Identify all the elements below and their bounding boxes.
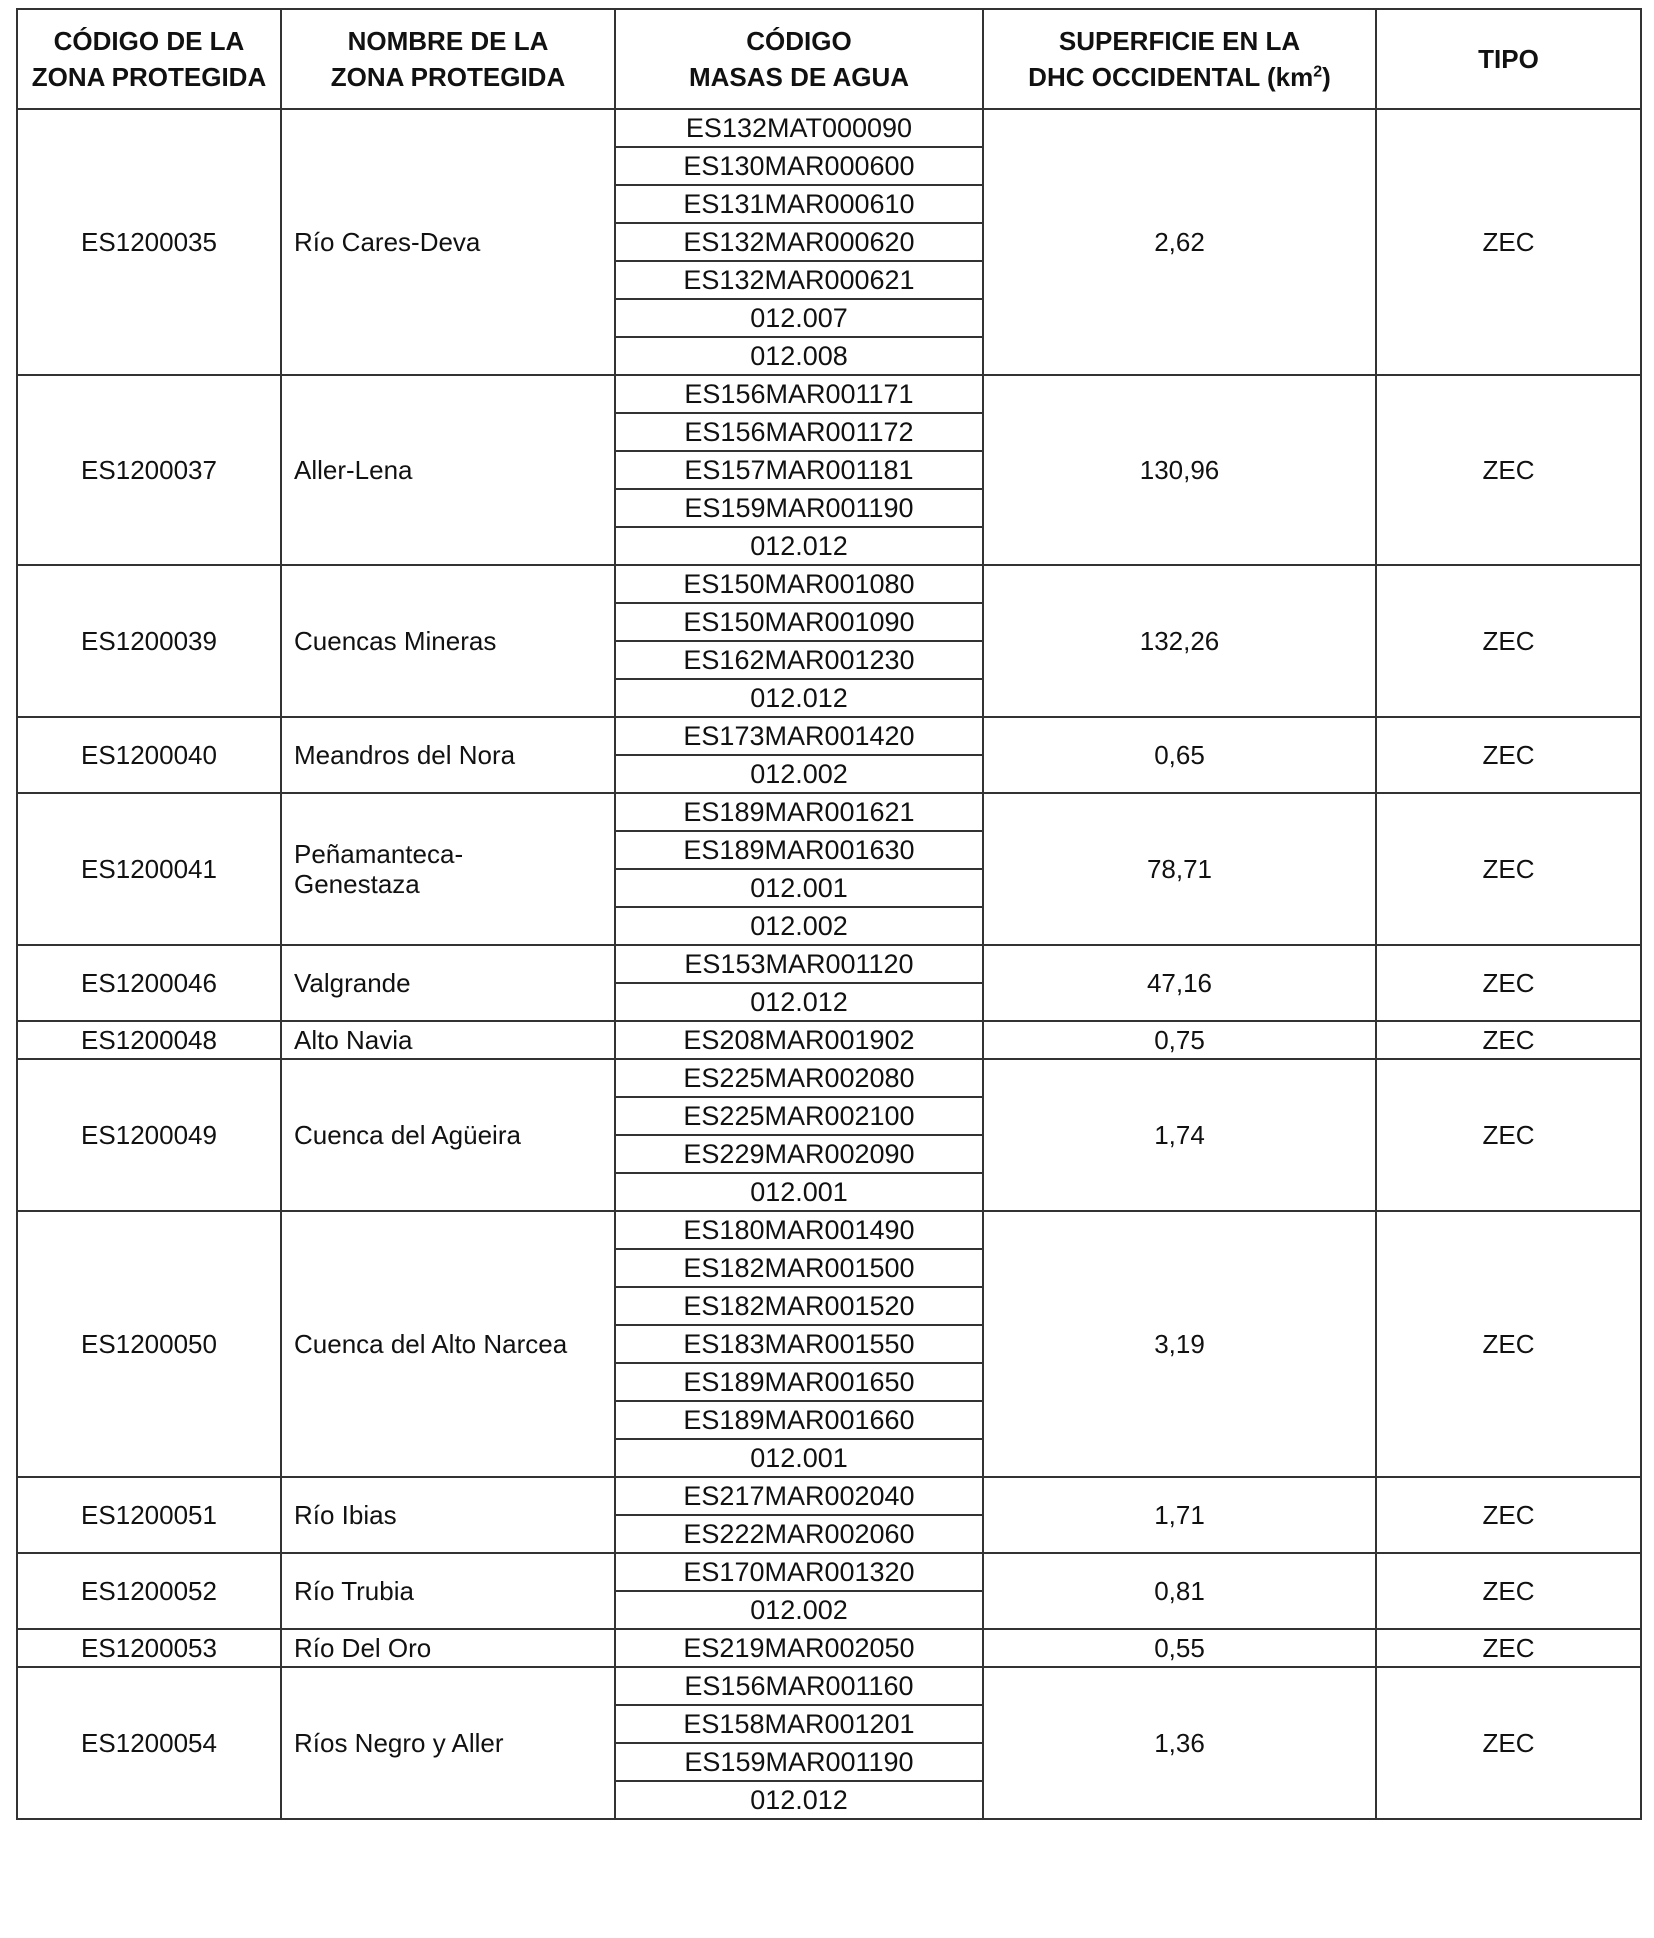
- masa-agua-codigo-cell: ES189MAR001621: [615, 793, 983, 831]
- masa-agua-codigo-cell: ES159MAR001190: [615, 489, 983, 527]
- header-superficie-line2-end: ): [1322, 62, 1331, 92]
- zona-codigo-cell: ES1200041: [17, 793, 281, 945]
- zona-nombre-cell: Meandros del Nora: [281, 717, 615, 793]
- superficie-cell: 3,19: [983, 1211, 1376, 1477]
- tipo-cell: ZEC: [1376, 793, 1641, 945]
- table-row: [17, 1059, 1641, 1097]
- masa-agua-codigo-cell: ES132MAT000090: [615, 109, 983, 147]
- tipo-cell: ZEC: [1376, 1667, 1641, 1819]
- table-row: [17, 1629, 1641, 1667]
- table-row: [17, 945, 1641, 983]
- superficie-cell: 1,71: [983, 1477, 1376, 1553]
- tipo-cell: ZEC: [1376, 1021, 1641, 1059]
- masa-agua-codigo-cell: ES217MAR002040: [615, 1477, 983, 1515]
- masa-agua-codigo-cell: ES170MAR001320: [615, 1553, 983, 1591]
- zona-nombre-cell: Río Ibias: [281, 1477, 615, 1553]
- masa-agua-codigo-cell: ES130MAR000600: [615, 147, 983, 185]
- masa-agua-codigo-cell: ES182MAR001500: [615, 1249, 983, 1287]
- table-row: [17, 1211, 1641, 1249]
- masa-agua-codigo-cell: 012.012: [615, 1781, 983, 1819]
- superficie-cell: 132,26: [983, 565, 1376, 717]
- masa-agua-codigo-cell: 012.002: [615, 1591, 983, 1629]
- table-header: [17, 9, 1641, 109]
- masa-agua-codigo-cell: ES156MAR001171: [615, 375, 983, 413]
- superficie-cell: 78,71: [983, 793, 1376, 945]
- zona-codigo-cell: ES1200050: [17, 1211, 281, 1477]
- masa-agua-codigo-cell: 012.002: [615, 907, 983, 945]
- superficie-cell: 1,74: [983, 1059, 1376, 1211]
- table-row: [17, 1021, 1641, 1059]
- superficie-cell: 0,75: [983, 1021, 1376, 1059]
- superficie-cell: 130,96: [983, 375, 1376, 565]
- masa-agua-codigo-cell: ES162MAR001230: [615, 641, 983, 679]
- masa-agua-codigo-cell: 012.012: [615, 679, 983, 717]
- superficie-cell: 2,62: [983, 109, 1376, 375]
- zona-nombre-cell: Ríos Negro y Aller: [281, 1667, 615, 1819]
- header-codigo-masas-line1: CÓDIGO: [746, 26, 852, 56]
- masa-agua-codigo-cell: ES222MAR002060: [615, 1515, 983, 1553]
- zona-codigo-cell: ES1200049: [17, 1059, 281, 1211]
- tipo-cell: ZEC: [1376, 1553, 1641, 1629]
- tipo-cell: ZEC: [1376, 109, 1641, 375]
- zona-codigo-cell: ES1200054: [17, 1667, 281, 1819]
- tipo-cell: ZEC: [1376, 565, 1641, 717]
- zona-codigo-cell: ES1200051: [17, 1477, 281, 1553]
- header-superficie: [983, 9, 1376, 109]
- zona-nombre-cell: Cuencas Mineras: [281, 565, 615, 717]
- zona-nombre-cell: Río Cares-Deva: [281, 109, 615, 375]
- zona-codigo-cell: ES1200052: [17, 1553, 281, 1629]
- tipo-cell: ZEC: [1376, 1211, 1641, 1477]
- tipo-cell: ZEC: [1376, 945, 1641, 1021]
- table-row: [17, 109, 1641, 147]
- masa-agua-codigo-cell: 012.001: [615, 869, 983, 907]
- masa-agua-codigo-cell: 012.001: [615, 1439, 983, 1477]
- table-body: [17, 109, 1641, 1819]
- masa-agua-codigo-cell: ES150MAR001080: [615, 565, 983, 603]
- zona-codigo-cell: ES1200039: [17, 565, 281, 717]
- header-codigo-zona-line2: ZONA PROTEGIDA: [31, 62, 267, 92]
- masa-agua-codigo-cell: ES229MAR002090: [615, 1135, 983, 1173]
- masa-agua-codigo-cell: ES132MAR000620: [615, 223, 983, 261]
- header-superficie-superscript: 2: [1313, 63, 1323, 81]
- masa-agua-codigo-cell: ES180MAR001490: [615, 1211, 983, 1249]
- header-codigo-masas-line2: MASAS DE AGUA: [688, 62, 910, 92]
- masa-agua-codigo-cell: ES156MAR001160: [615, 1667, 983, 1705]
- table-row: [17, 375, 1641, 413]
- protected-zones-table: [16, 8, 1642, 1820]
- header-nombre-zona-line1: NOMBRE DE LA: [347, 26, 549, 56]
- masa-agua-codigo-cell: ES157MAR001181: [615, 451, 983, 489]
- header-tipo: [1376, 9, 1641, 109]
- masa-agua-codigo-cell: ES173MAR001420: [615, 717, 983, 755]
- masa-agua-codigo-cell: 012.008: [615, 337, 983, 375]
- header-codigo-masas: [615, 9, 983, 109]
- superficie-cell: 1,36: [983, 1667, 1376, 1819]
- header-superficie-line2-wrap: [990, 59, 1369, 95]
- table-row: [17, 793, 1641, 831]
- header-nombre-zona: [281, 9, 615, 109]
- zona-nombre-cell: Alto Navia: [281, 1021, 615, 1059]
- table-row: [17, 1667, 1641, 1705]
- zona-nombre-cell: Río Trubia: [281, 1553, 615, 1629]
- masa-agua-codigo-cell: ES219MAR002050: [615, 1629, 983, 1667]
- zona-nombre-cell: Valgrande: [281, 945, 615, 1021]
- masa-agua-codigo-cell: 012.012: [615, 527, 983, 565]
- tipo-cell: ZEC: [1376, 1477, 1641, 1553]
- superficie-cell: 47,16: [983, 945, 1376, 1021]
- zona-nombre-cell: Río Del Oro: [281, 1629, 615, 1667]
- zona-nombre-cell: Cuenca del Alto Narcea: [281, 1211, 615, 1477]
- masa-agua-codigo-cell: 012.012: [615, 983, 983, 1021]
- table-row: [17, 1477, 1641, 1515]
- masa-agua-codigo-cell: ES189MAR001660: [615, 1401, 983, 1439]
- tipo-cell: ZEC: [1376, 717, 1641, 793]
- masa-agua-codigo-cell: ES189MAR001650: [615, 1363, 983, 1401]
- header-row: [17, 9, 1641, 109]
- zona-codigo-cell: ES1200053: [17, 1629, 281, 1667]
- zona-nombre-cell: Aller-Lena: [281, 375, 615, 565]
- masa-agua-codigo-cell: ES158MAR001201: [615, 1705, 983, 1743]
- header-codigo-zona: [17, 9, 281, 109]
- table-row: [17, 717, 1641, 755]
- masa-agua-codigo-cell: ES150MAR001090: [615, 603, 983, 641]
- zona-nombre-cell: Cuenca del Agüeira: [281, 1059, 615, 1211]
- table-row: [17, 1553, 1641, 1591]
- masa-agua-codigo-cell: ES208MAR001902: [615, 1021, 983, 1059]
- header-superficie-line1: SUPERFICIE EN LA: [1058, 26, 1301, 56]
- zona-nombre-cell: Peñamanteca- Genestaza: [281, 793, 615, 945]
- superficie-cell: 0,81: [983, 1553, 1376, 1629]
- zona-codigo-cell: ES1200035: [17, 109, 281, 375]
- header-superficie-line2: DHC OCCIDENTAL (km: [1028, 62, 1314, 92]
- tipo-cell: ZEC: [1376, 375, 1641, 565]
- zona-codigo-cell: ES1200048: [17, 1021, 281, 1059]
- masa-agua-codigo-cell: ES225MAR002100: [615, 1097, 983, 1135]
- zona-codigo-cell: ES1200046: [17, 945, 281, 1021]
- header-nombre-zona-line2: ZONA PROTEGIDA: [330, 62, 566, 92]
- masa-agua-codigo-cell: ES159MAR001190: [615, 1743, 983, 1781]
- superficie-cell: 0,55: [983, 1629, 1376, 1667]
- masa-agua-codigo-cell: 012.002: [615, 755, 983, 793]
- tipo-cell: ZEC: [1376, 1629, 1641, 1667]
- masa-agua-codigo-cell: ES183MAR001550: [615, 1325, 983, 1363]
- table-row: [17, 565, 1641, 603]
- masa-agua-codigo-cell: ES156MAR001172: [615, 413, 983, 451]
- header-codigo-zona-line1: CÓDIGO DE LA: [53, 26, 245, 56]
- masa-agua-codigo-cell: ES189MAR001630: [615, 831, 983, 869]
- masa-agua-codigo-cell: ES132MAR000621: [615, 261, 983, 299]
- masa-agua-codigo-cell: ES182MAR001520: [615, 1287, 983, 1325]
- zona-codigo-cell: ES1200040: [17, 717, 281, 793]
- masa-agua-codigo-cell: ES153MAR001120: [615, 945, 983, 983]
- tipo-cell: ZEC: [1376, 1059, 1641, 1211]
- masa-agua-codigo-cell: ES225MAR002080: [615, 1059, 983, 1097]
- masa-agua-codigo-cell: 012.007: [615, 299, 983, 337]
- superficie-cell: 0,65: [983, 717, 1376, 793]
- masa-agua-codigo-cell: 012.001: [615, 1173, 983, 1211]
- zona-codigo-cell: ES1200037: [17, 375, 281, 565]
- header-tipo-line1: TIPO: [1478, 44, 1539, 74]
- masa-agua-codigo-cell: ES131MAR000610: [615, 185, 983, 223]
